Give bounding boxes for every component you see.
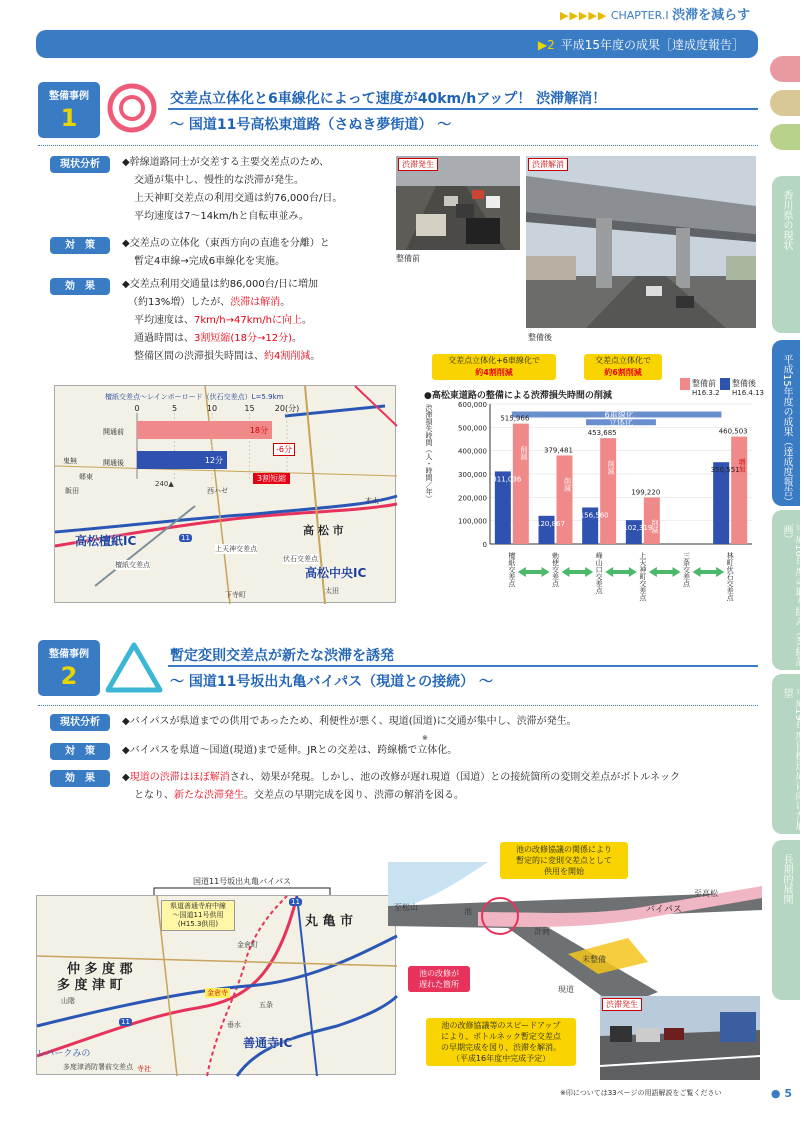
case1-analysis-line: 交通が集中し、慢性的な渋滞が発生。 — [134, 175, 304, 186]
loss-label-before: 460,503 — [718, 427, 748, 436]
effect-highlight: 現道の渋滞はほぼ解消 — [129, 772, 230, 783]
map2-x2: 多度津消防署前交差点 — [63, 1063, 133, 1071]
effect-text: 。 — [280, 297, 291, 308]
loss-bar-before — [513, 424, 529, 544]
photo-new-congestion-label: 渋滞発生 — [602, 998, 642, 1011]
legend-before-date: H16.3.2 — [692, 389, 720, 397]
map2-place: 垂水 — [227, 1021, 241, 1029]
side-dot-pink[interactable] — [770, 56, 800, 82]
loss-tick-label: 0 — [482, 541, 487, 549]
loss-tick-label: 400,000 — [458, 447, 487, 456]
case1-measure-line: ◆交差点の立体化（東西方向の直進を分離）と — [122, 238, 330, 249]
map1-place: 鬼無 — [63, 457, 77, 465]
case1-measure-line: 暫定4車線→完成6車線化を実施。 — [134, 256, 286, 267]
loss-change-label: 削減 — [519, 445, 528, 460]
diagram-current: 現道 — [558, 985, 574, 994]
case2-badge-label: 整備事例 — [49, 649, 89, 660]
tt-tick-label: 0 — [134, 404, 140, 413]
side-tab-5[interactable] — [772, 840, 800, 1000]
loss-tick-label: 500,000 — [458, 424, 487, 433]
loss-label-after: 120,867 — [536, 519, 565, 528]
side-tab-5-label: 長期的展開 — [781, 854, 792, 904]
callout-right — [584, 354, 662, 380]
loss-category-label: 檀紙交差点 — [507, 552, 516, 587]
photo-new-congestion — [600, 996, 760, 1080]
loss-label-before: 199,220 — [631, 488, 661, 497]
case1-subtitle: ～ 国道11号高松東道路（さぬき夢街道） ～ — [170, 117, 452, 133]
loss-change-label: 削減 — [650, 519, 659, 534]
effect-text: され、効果が発現。しかし、池の改修が遅れ現道（国道）との接続箇所の変則交差点がボトルネック — [229, 772, 681, 783]
diagram-plan: 計画 — [534, 927, 550, 936]
tt-tick-label: 10 — [206, 404, 218, 413]
intersection-diagram — [388, 842, 762, 1080]
diagram-callout-bottom — [426, 1018, 576, 1066]
loss-bar-before — [557, 455, 573, 544]
case1-divider — [168, 108, 758, 110]
case1-analysis-line: 平均速度は7～14km/hと自転車並み。 — [134, 211, 309, 222]
loss-change-label: 増加 — [738, 458, 747, 473]
tt-tick-label: 20(分) — [274, 404, 300, 413]
map1-place: 木太 — [365, 497, 379, 505]
callout-top-line: 暫定的に変則交差点として — [516, 856, 612, 865]
map1-row-after: 開通後 — [103, 459, 124, 467]
case2-title: 暫定変則交差点が新たな渋滞を誘発 — [170, 648, 394, 664]
effect-text: 。 — [301, 315, 312, 326]
case1-badge — [38, 82, 100, 138]
map1-reduction-label: 3割短縮 — [253, 473, 290, 484]
case1-measure-tag: 対 策 — [50, 237, 110, 254]
callout-bottom-line: （平成16年度中完成予定） — [451, 1054, 551, 1063]
triangle-icon — [104, 640, 164, 696]
map2-box-line: ～国道11号供用 — [172, 911, 224, 919]
map2-town2: 多 度 津 町 — [57, 978, 123, 993]
map2-title: 国道11号坂出丸亀バイパス — [192, 877, 292, 886]
span-6lane-label: 6車線化 — [604, 410, 634, 420]
effect-text: となり、 — [134, 790, 174, 801]
loss-bar-before — [731, 437, 747, 544]
map1-x3: 伏石交差点 — [283, 555, 318, 563]
map1-place: 西ハゼ — [207, 487, 228, 495]
map2-place: 金倉町 — [237, 941, 258, 949]
legend-after-date: H16.4.13 — [732, 389, 764, 397]
map2-box-line: 県道善通寺府中線 — [170, 902, 226, 910]
section-banner — [36, 30, 758, 58]
map2-town1: 仲 多 度 郡 — [67, 962, 133, 977]
segment-arrow-head — [605, 567, 613, 577]
photo-before-label: 渋滞発生 — [398, 158, 438, 171]
case1-analysis — [122, 154, 392, 226]
segment-arrow-head — [673, 567, 681, 577]
loss-chart-ylabel: 渋滞損失時間（人・時間／年） — [425, 404, 433, 502]
diagram-unbuilt: 未整備 — [582, 955, 606, 964]
diagram-to-matsuyama: 至松山 — [394, 903, 418, 912]
photo-after-label: 渋滞解消 — [528, 158, 568, 171]
case2-badge-number: 2 — [60, 662, 78, 690]
tt-tick-label: 5 — [171, 404, 178, 413]
diagram-bypass: バイパス — [646, 905, 682, 915]
segment-arrow-head — [585, 567, 593, 577]
callout-bottom-line: の早期完成を図り、渋滞を解消。 — [441, 1043, 561, 1052]
map2-route-shield: 11 — [121, 1018, 130, 1026]
segment-arrow-head — [649, 567, 657, 577]
case2-badge — [38, 640, 100, 696]
loss-category-label: 峰山口交差点 — [595, 552, 604, 594]
diagram-callout-top — [500, 842, 628, 879]
elevated-road-photo-icon — [526, 156, 756, 328]
effect-text: 。 — [310, 351, 321, 362]
photo-before-caption: 整備前 — [396, 254, 420, 263]
effect-text: 平均速度は、 — [134, 315, 194, 326]
effect-highlight: 渋滞は解消 — [230, 297, 281, 308]
effect-text: 通過時間は、 — [134, 333, 194, 344]
legend-before: 整備前 — [692, 379, 716, 388]
map2-box-line: (H15.3供用) — [177, 920, 219, 928]
case2-analysis-tag: 現状分析 — [50, 714, 110, 731]
map2-place: 山階 — [61, 997, 75, 1005]
loss-label-before: 379,481 — [544, 446, 573, 455]
map1-diff-label: -6分 — [273, 443, 295, 456]
effect-highlight: 約4割削減 — [264, 351, 311, 362]
map-takamatsu — [54, 385, 396, 603]
map2-place: 寺社 — [137, 1065, 151, 1073]
photo-after-caption: 整備後 — [528, 333, 552, 342]
map1-ic1: 高松檀紙IC — [75, 534, 137, 548]
segment-arrow-head — [693, 567, 701, 577]
segment-arrow-head — [716, 567, 724, 577]
legend-after: 整備後 — [732, 379, 756, 388]
chapter-label: CHAPTER.I — [610, 9, 669, 22]
side-tab-1[interactable] — [772, 176, 800, 333]
map2-route-shield: 11 — [291, 898, 300, 906]
double-circle-icon — [106, 82, 158, 134]
loss-label-after: 102,319 — [623, 524, 653, 533]
loss-category-label: 上天神町交差点 — [638, 552, 647, 601]
diagram-delay-label — [408, 966, 470, 992]
map1-place: 太田 — [325, 587, 339, 595]
callout-top-line: 池の改修協議の関係により — [516, 845, 612, 854]
case2-measure: ◆バイパスを県道～国道(現道)まで延伸。JRとの交差は、跨線橋で立体化。 — [122, 745, 458, 756]
loss-label-after: 350,551 — [710, 466, 740, 475]
map1-city: 高 松 市 — [303, 524, 344, 537]
case2-effect — [122, 769, 762, 805]
chapter-title: 渋滞を減らす — [672, 8, 751, 23]
segment-arrow-head — [562, 567, 570, 577]
map2-place: 五条 — [259, 1001, 273, 1009]
diagram-route: 国道11号 — [488, 947, 523, 956]
map1-ic2: 高松中央IC — [305, 566, 367, 580]
loss-label-before: 453,685 — [587, 429, 617, 438]
effect-highlight: 7km/h→47km/hに向上 — [194, 315, 302, 326]
segment-arrow-head — [518, 567, 526, 577]
loss-tick-label: 100,000 — [458, 517, 487, 526]
page-number: ● 5 — [770, 1087, 792, 1100]
map1-row-before: 開通前 — [103, 428, 124, 436]
photo-after-flowing — [526, 156, 756, 328]
case1-analysis-line: 上天神町交差点の利用交通は約76,000台/日。 — [134, 193, 343, 204]
tt-bar-label: 18分 — [249, 426, 268, 435]
map2-ic: 善通寺IC — [243, 1036, 293, 1050]
loss-tick-label: 600,000 — [458, 401, 487, 409]
case2-divider — [168, 665, 758, 667]
loss-tick-label: 200,000 — [458, 494, 487, 503]
loss-label-after: 156,560 — [579, 511, 609, 520]
case2-term-mark: ※ — [422, 734, 428, 742]
callout-left-line1: 交差点立体化+6車線化で — [448, 356, 540, 365]
callout-right-line1: 交差点立体化で — [595, 356, 651, 365]
case1-analysis-tag: 現状分析 — [50, 156, 110, 173]
case2-subtitle: ～ 国道11号坂出丸亀バイパス（現道との接続） ～ — [170, 674, 493, 690]
legend-swatch-after — [720, 378, 730, 390]
loss-label-before: 515,966 — [500, 414, 530, 423]
case1-effect-tag: 効 果 — [50, 278, 110, 295]
callout-bottom-line: 池の改修協議等のスピードアップ — [441, 1021, 561, 1030]
case1-badge-number: 1 — [60, 104, 78, 132]
travel-time-chart — [135, 403, 305, 479]
chapter-arrows: ▶▶▶▶▶ — [560, 9, 608, 22]
diagram-to-takamatsu: 至高松 — [694, 889, 718, 898]
segment-arrow-head — [629, 567, 637, 577]
loss-change-label: 削減 — [563, 477, 572, 492]
page-number-value: 5 — [784, 1087, 792, 1100]
chapter-header — [560, 4, 750, 23]
effect-text: 整備区間の渋滞損失時間は、 — [134, 351, 264, 362]
delay-line: 池の改修が — [419, 969, 459, 978]
map-marugame — [36, 895, 396, 1075]
side-tab-2-label: 平成15年度の成果（達成度報告） — [781, 354, 792, 507]
footer-note: ※印については33ページの用語解説をご覧ください — [560, 1089, 722, 1097]
case1-effect — [122, 276, 392, 366]
section-title: 平成15年度の成果［達成度報告］ — [560, 38, 744, 52]
case2-dotted-rule — [38, 705, 758, 706]
tt-bar-label: 12分 — [204, 456, 223, 465]
map1-place: 飯田 — [65, 487, 79, 495]
case2-analysis: ◆バイパスが県道までの供用であったため、利便性が悪く、現道(国道)に交通が集中し、渋滞が発生。 — [122, 716, 577, 727]
loss-label-after: 311,036 — [492, 475, 522, 484]
effect-highlight: 新たな渋滞発生 — [174, 790, 244, 801]
case1-analysis-line: ◆幹線道路同士が交差する主要交差点のため、 — [122, 157, 330, 168]
tt-tick-label: 15 — [244, 404, 255, 413]
map1-place: 240▲ — [155, 480, 174, 488]
loss-category-label: 勅使交差点 — [551, 552, 560, 587]
case1-measure — [122, 235, 392, 271]
loss-category-label: 三条交差点 — [682, 552, 691, 587]
effect-text: （約13%増）したが、 — [128, 297, 231, 308]
effect-text: ◆ — [122, 772, 130, 783]
map1-place: 下寺町 — [225, 591, 246, 599]
map2-info-box — [161, 900, 235, 931]
side-tab-3-label: 平成16年度の取り組み（業績計画） — [781, 524, 804, 667]
map2-x1: 金倉寺 — [207, 989, 228, 997]
side-tab-4[interactable] — [772, 674, 804, 834]
map1-place: 郷東 — [79, 473, 93, 481]
legend-swatch-before — [680, 378, 690, 390]
diagram-pond: 池 — [464, 907, 472, 916]
loss-bar-before — [600, 438, 616, 544]
map1-x1: 檀紙交差点 — [115, 561, 150, 569]
side-tab-2[interactable] — [772, 340, 800, 506]
loss-change-label: 削減 — [607, 460, 616, 475]
map1-route-shield: 11 — [181, 534, 190, 542]
callout-right-line2: 約6割削減 — [604, 368, 642, 377]
callout-left — [432, 354, 556, 380]
case1-badge-label: 整備事例 — [49, 91, 89, 102]
effect-highlight: 3割短縮(18分→12分) — [194, 333, 292, 344]
span-grade-label: 立体化 — [609, 418, 633, 428]
side-tab-4-label: 平成19年度目標達成に向けた展望 — [781, 688, 804, 831]
map1-route-label: 檀紙交差点～レインボーロード（伏石交差点）L=5.9km — [105, 393, 284, 401]
loss-bar-after — [713, 462, 729, 544]
case2-effect-tag: 効 果 — [50, 770, 110, 787]
case2-measure-tag: 対 策 — [50, 743, 110, 760]
delay-line: 遅れた箇所 — [419, 980, 459, 989]
callout-top-line: 供用を開始 — [544, 867, 584, 876]
side-dot-tan[interactable] — [770, 90, 800, 116]
photo-before-congestion — [396, 156, 520, 250]
segment-arrow-head — [542, 567, 550, 577]
effect-text: 。 — [292, 333, 302, 344]
effect-text: 。交差点の早期完成を図り、渋滞の解消を図る。 — [244, 790, 464, 801]
loss-category-label: 林町伏石交差点 — [726, 552, 735, 601]
callout-bottom-line: により、ボトルネック暫定交差点 — [441, 1032, 561, 1041]
map2-park: レパークみの — [37, 1049, 91, 1059]
map2-city: 丸 亀 市 — [305, 914, 354, 929]
case1-dotted-rule — [38, 145, 758, 146]
map1-x2: 上天神交差点 — [215, 545, 257, 553]
case1-title: 交差点立体化と6車線化によって速度が40km/hアップ！ 渋滞解消！ — [170, 91, 607, 107]
side-tab-1-label: 香川県の現状 — [781, 190, 792, 250]
loss-time-chart — [434, 398, 760, 626]
section-number: ▶2 — [537, 38, 555, 52]
case1-effect-line1: ◆交差点利用交通量は約86,000台/日に増加 — [122, 279, 319, 290]
side-tab-3[interactable] — [772, 510, 804, 670]
side-dot-green[interactable] — [770, 124, 800, 150]
loss-chart-title: ●高松東道路の整備による渋滞損失時間の削減 — [424, 391, 612, 401]
loss-tick-label: 300,000 — [458, 471, 487, 479]
callout-left-line2: 約4割削減 — [475, 368, 513, 377]
